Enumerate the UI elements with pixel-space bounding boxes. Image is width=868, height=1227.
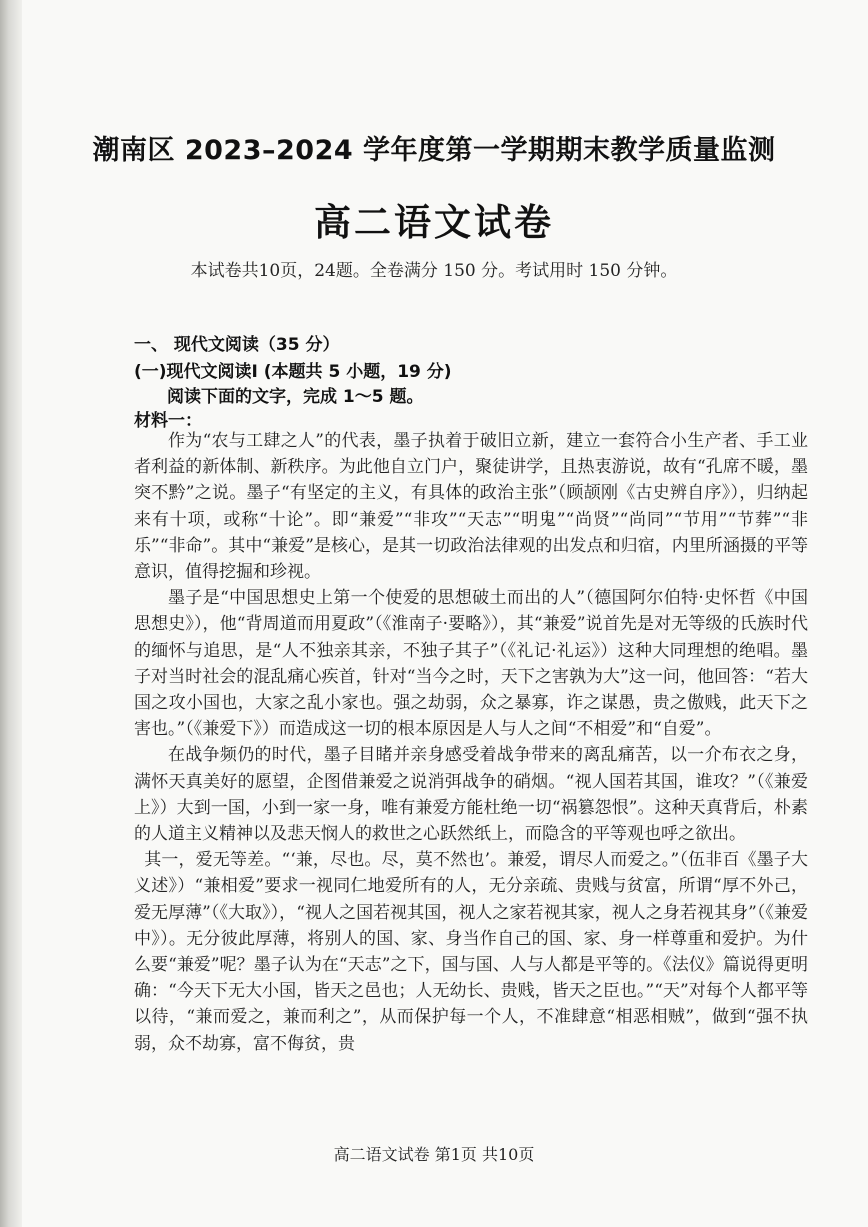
paragraph: 其一，爱无等差。“‘兼，尽也。尽，莫不然也’。兼爱，谓尽人而爱之。”（伍非百《墨子大义述》）“兼相爱”要求一视同仁地爱所有的人，无分亲疏、贵贱与贫富，所谓“厚不外己，爱无厚薄”（《大取》），“视人之国若视其国，视人之家若视其家，视人之身若视其身”（《兼爱中》）。无分彼此厚薄，将别人的国、家、身当作自己的国、家、身一样尊重和爱护。为什么要“兼爱”呢？墨子认为在“天志”之下，国与国、人与人都是平等的。《法仪》篇说得更明确：“今天下无大小国，皆天之邑也；人无幼长、贵贱，皆天之臣也。”“天”对每个人都平等以待，“兼而爱之，兼而利之”，从而保护每一个人，不准肆意“相恶相贼”，做到“强不执弱，众不劫寡，富不侮贫，贵 xyxy=(134,850,808,1054)
subject-title: 高二语文试卷 xyxy=(314,200,554,244)
paragraph: 在战争频仍的时代，墨子目睹并亲身感受着战争带来的离乱痛苦，以一介布衣之身，满怀天真美好的愿望，企图借兼爱之说消弭战争的硝烟。“视人国若其国，谁攻？”（《兼爱上》）大到一国，小到一家一身，唯有兼爱方能杜绝一切“祸篡怨恨”。这种天真背后，朴素的人道主义精神以及悲天悯人的救世之心跃然纸上，而隐含的平等观也呼之欲出。 xyxy=(134,745,808,845)
section-subheading: (一)现代文阅读Ⅰ (本题共 5 小题，19 分) xyxy=(134,362,452,382)
exam-instructions: 本试卷共10页，24题。全卷满分 150 分。考试用时 150 分钟。 xyxy=(190,261,678,281)
reading-directive: 阅读下面的文字，完成 1～5 题。 xyxy=(167,387,424,407)
exam-title: 潮南区 2023–2024 学年度第一学期期末教学质量监测 xyxy=(92,135,776,166)
paragraph: 作为“农与工肆之人”的代表，墨子执着于破旧立新，建立一套符合小生产者、手工业者利益的新体制、新秩序。为此他自立门户，聚徒讲学，且热衷游说，故有“孔席不暖，墨突不黔”之说。墨子“有坚定的主义，有具体的政治主张”（顾颉刚《古史辨自序》），归纳起来有十项，或称“十论”。即“兼爱”“非攻”“天志”“明鬼”“尚贤”“尚同”“节用”“节葬”“非乐”“非命”。其中“兼爱”是核心，是其一切政治法律观的出发点和归宿，内里所涵摄的平等意识，值得挖掘和珍视。 xyxy=(134,431,808,583)
section-heading-part1: 一、 现代文阅读（35 分） xyxy=(134,335,340,355)
material-label: 材料一： xyxy=(134,411,202,431)
page-footer: 高二语文试卷 第1页 共10页 xyxy=(333,1145,535,1164)
scan-edge xyxy=(0,0,22,1227)
passage-body xyxy=(134,428,808,1057)
paragraph: 墨子是“中国思想史上第一个使爱的思想破土而出的人”（德国阿尔伯特·史怀哲《中国思想史》），他“背周道而用夏政”（《淮南子·要略》），其“兼爱”说首先是对无等级的氏族时代的缅怀与追思，是“人不独亲其亲，不独子其子”（《礼记·礼运》）这种大同理想的绝唱。墨子对当时社会的混乱痛心疾首，针对“当今之时，天下之害孰为大”这一问，他回答：“若大国之攻小国也，大家之乱小家也。强之劫弱，众之暴寡，诈之谋愚，贵之傲贱，此天下之害也。”（《兼爱下》）而造成这一切的根本原因是人与人之间“不相爱”和“自爱”。 xyxy=(134,588,808,740)
